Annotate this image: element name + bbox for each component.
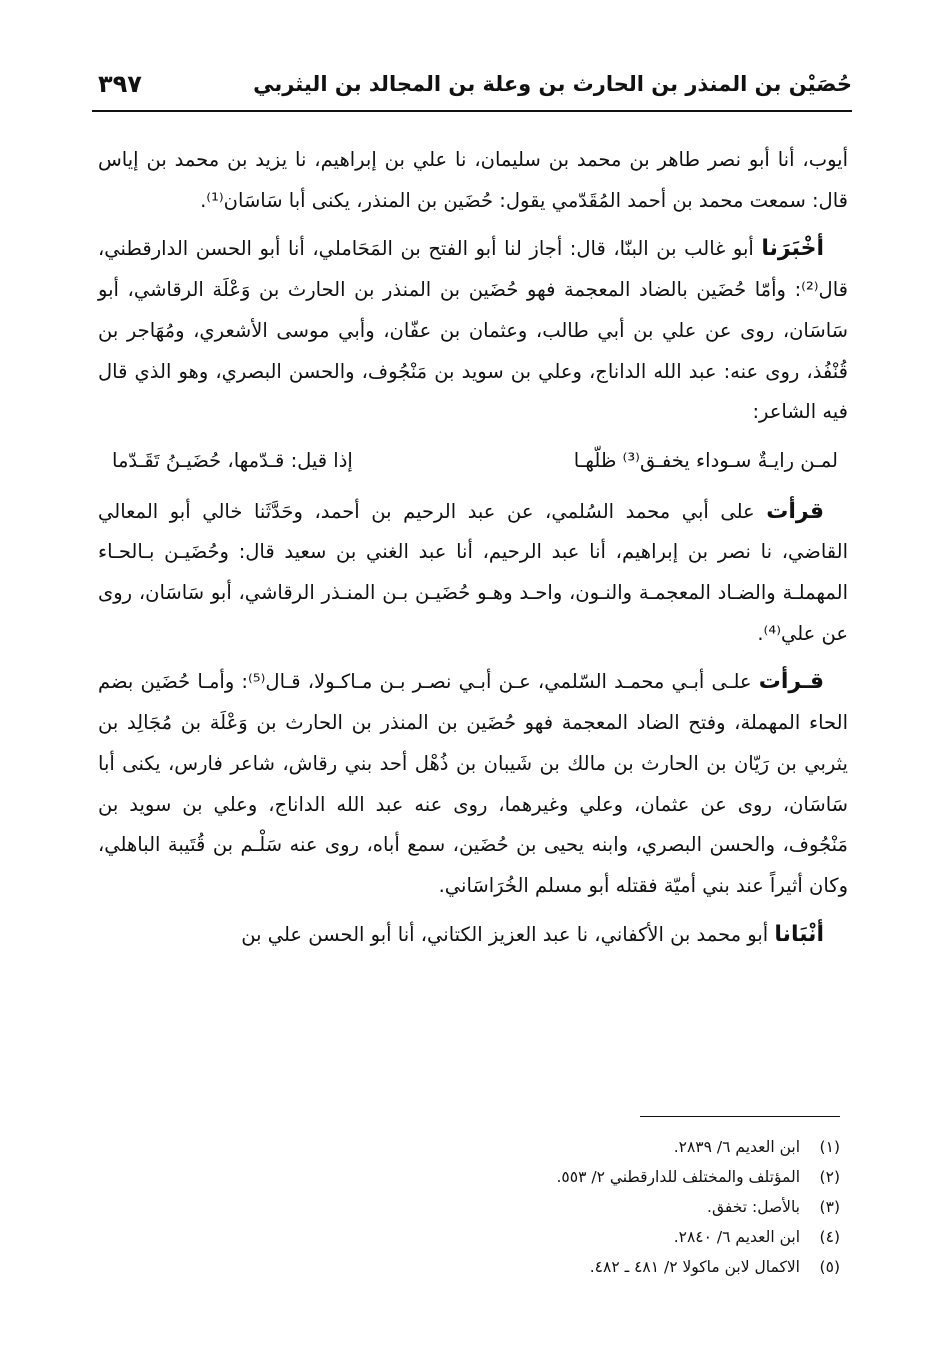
paragraph bbox=[98, 662, 848, 906]
footnote bbox=[480, 1132, 840, 1162]
paragraph-text: على أبي محمد السُلمي، عن عبد الرحيم بن أحمد، وحَدَّثَنا خالي أبو المعالي القاضي، نا نصر بن إبراهيم، أنا عبد الرحيم، أنا عبد الغني بن سعيد قال: وحُضَيـن بـالحـاء المهملـة والضـاد المعجمـة والنـون، واحـد وهـو حُضَيـن بـن المنـذر الرقاشي، أبو سَاسَان، روى عن علي⁽⁴⁾. bbox=[98, 499, 848, 645]
footnote bbox=[480, 1162, 840, 1192]
header-rule bbox=[92, 110, 852, 112]
footnote-text: المؤتلف والمختلف للدارقطني ٢/ ٥٥٣. bbox=[556, 1168, 800, 1186]
footnote-text: ابن العديم ٦/ ٢٨٤٠. bbox=[673, 1228, 800, 1246]
paragraph-lead-word: قـرأت bbox=[758, 669, 824, 695]
footnote-number: (٤) bbox=[819, 1228, 840, 1246]
paragraph bbox=[98, 915, 848, 956]
page-header bbox=[92, 62, 852, 112]
footnote bbox=[480, 1192, 840, 1222]
footnote-text: الاكمال لابن ماكولا ٢/ ٤٨١ ـ ٤٨٢. bbox=[589, 1258, 800, 1276]
paragraph bbox=[98, 140, 848, 221]
paragraph-text: أبو غالب بن البنّا، قال: أجاز لنا أبو الفتح بن المَحَاملي، أنا أبو الحسن الدارقطني، قال⁽²⁾: وأمّا حُضَين بالضاد المعجمة فهو حُضَين بن المنذر بن الحارث بن وَعْلَة الرقاشي، أبو سَاسَان، روى عن علي بن أبي طالب، وعثمان بن عفّان، وأبي موسى الأشعري، ومُهَاجر بن قُنْفُذ، روى عنه: عبد الله الداناج، وعلي بن سويد بن مَنْجُوف، والحسن البصري، وهو الذي قال فيه الشاعر: bbox=[98, 237, 848, 424]
verse-first-hemistich: لمـن رايـةٌ سـوداء يخفـق⁽³⁾ ظلّهـا bbox=[573, 448, 838, 472]
running-title: حُصَيْن بن المنذر بن الحارث بن وعلة بن المجالد بن اليثربي bbox=[253, 72, 852, 96]
main-text bbox=[98, 140, 848, 963]
paragraph bbox=[98, 229, 848, 433]
footnote bbox=[480, 1252, 840, 1282]
footnote-text: ابن العديم ٦/ ٢٨٣٩. bbox=[673, 1138, 800, 1156]
footnote-number: (١) bbox=[819, 1138, 840, 1156]
paragraph-text: أيوب، أنا أبو نصر طاهر بن محمد بن سليمان، نا علي بن إبراهيم، نا يزيد بن محمد بن إياس قال: سمعت محمد بن أحمد المُقَدّمي يقول: حُضَين بن المنذر، يكنى أبا سَاسَان⁽¹⁾. bbox=[98, 148, 848, 212]
paragraph-lead-word: أنْبَانا bbox=[774, 921, 824, 947]
footnote bbox=[480, 1222, 840, 1252]
paragraph bbox=[98, 492, 848, 655]
paragraph-text: علـى أبـي محمـد السّلمي، عـن أبـي نصـر بـن مـاكـولا، قـال⁽⁵⁾: وأمـا حُضَين بضم الحاء المهملة، وفتح الضاد المعجمة فهو حُضَين بن المنذر بن الحارث بن وَعْلَة بن مُجَالِد بن يثربي بن رَيّان بن الحارث بن مالك بن شَيبان بن ذُهْل أحد بني رقاش، شاعر فارس، يكنى أبا سَاسَان، روى عن عثمان، وعلي وغيرهما، روى عنه عبد الله الداناج، وعلي بن سويد بن مَنْجُوف، والحسن البصري، وابنه يحيى بن حُضَين، سمع أباه، روى عنه سَلْـم بن قُتَيبة الباهلي، وكان أثيراً عند بني أميّة فقتله أبو مسلم الخُرَاسَاني. bbox=[98, 670, 848, 897]
footnote-separator bbox=[640, 1116, 840, 1117]
footnote-text: بالأصل: تخفق. bbox=[707, 1198, 800, 1216]
page-number: ٣٩٧ bbox=[98, 70, 142, 98]
footnote-number: (٣) bbox=[819, 1198, 840, 1216]
paragraph-lead-word: أخْبَرَنا bbox=[761, 236, 824, 262]
footnote-number: (٢) bbox=[819, 1168, 840, 1186]
footnotes bbox=[480, 1132, 840, 1282]
footnote-number: (٥) bbox=[819, 1258, 840, 1276]
paragraph-text: أبو محمد بن الأكفاني، نا عبد العزيز الكتاني، أنا أبو الحسن علي بن bbox=[241, 922, 775, 946]
paragraph-lead-word: قرأت bbox=[766, 498, 824, 524]
verse-second-hemistich: إذا قيل: قـدّمها، حُضَيـنُ تَقَـدّما bbox=[112, 448, 353, 472]
poetry-verse bbox=[98, 441, 848, 482]
